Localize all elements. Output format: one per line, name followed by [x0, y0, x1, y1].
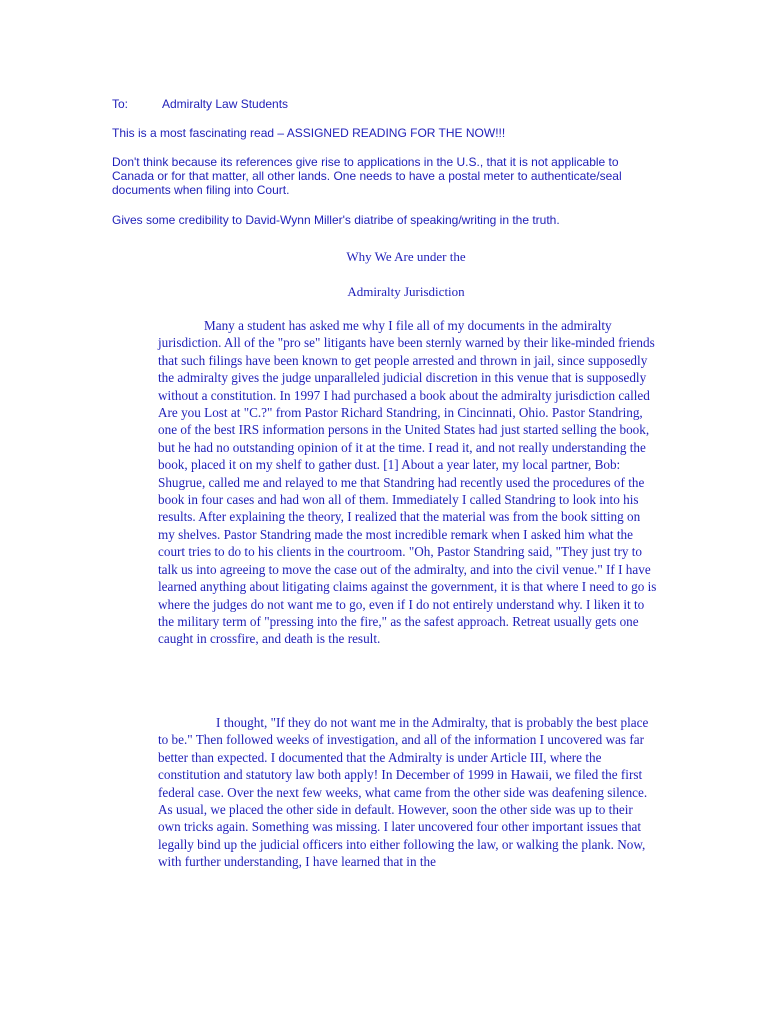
memo-credibility-note: Gives some credibility to David-Wynn Miller's diatribe of speaking/writing in the truth.: [112, 213, 560, 227]
article-paragraph-2: I thought, "If they do not want me in the Admiralty, that is probably the best place to be." Then followed weeks of investigation, and all of the information I uncovered was far better than expected. I documented that the Admiralty is under Article III, where the constitution and statutory law both apply! In December of 1999 in Hawaii, we filed the first federal case. Over the next few weeks, what came from the other side was deafening silence. As usual, we placed the other side in default. However, soon the other side was up to their own tricks again. Something was missing. I later uncovered four other important issues that legally bind up the judicial officers into either following the law, or walking the plank. Now, with further understanding, I have learned that in the: [158, 715, 649, 870]
article-title-line-2: Admiralty Jurisdiction: [347, 284, 465, 299]
article-title-line-1: Why We Are under the: [346, 249, 466, 264]
article-paragraph-1: Many a student has asked me why I file all of my documents in the admiralty jurisdiction. All of the "pro se" litigants have been sternly warned by their like-minded friends that such filings have been known to get people arrested and thrown in jail, since supposedly the admiralty gives the judge unparalleled judicial discretion in this venue that is supposedly without a constitution. In 1997 I had purchased a book about the admiralty jurisdiction called Are you Lost at "C.?" from Pastor Richard Standring, in Cincinnati, Ohio. Pastor Standring, one of the best IRS information persons in the United States had just started selling the book, but he had no outstanding opinion of it at the time. I read it, and not really understanding the book, placed it on my shelf to gather dust. [1] About a year later, my local partner, Bob: Shugrue, called me and relayed to me that Standring had recently used the procedures of the book in four cases and had won all of them. Immediately I called Standring to look into his results. After explaining the theory, I realized that the material was from the book sitting on my shelves. Pastor Standring made the most incredible remark when I asked him what the court tries to do to his clients in the courtroom. "Oh, Pastor Standring said, "They just try to talk us into agreeing to move the case out of the admiralty, and into the civil venue." If I have learned anything about litigating claims against the government, it is that where I need to go is where the judges do not want me to go, even if I do not entirely understand why. I liken it to the military term of "pressing into the fire," as the safest approach. Retreat usually gets one caught in crossfire, and death is the result.: [158, 318, 657, 647]
memo-to-label: To:: [112, 97, 129, 111]
memo-to-recipient: Admiralty Law Students: [162, 97, 289, 111]
memo-assigned-reading: This is a most fascinating read – ASSIGNED READING FOR THE NOW!!!: [112, 126, 506, 140]
memo-to-line: [112, 97, 652, 111]
memo-applicability-note: Don't think because its references give rise to applications in the U.S., that it is not applicable to Canada or for that matter, all other lands. One needs to have a postal meter to authenticate/seal documents when filing into Court.: [112, 155, 622, 197]
